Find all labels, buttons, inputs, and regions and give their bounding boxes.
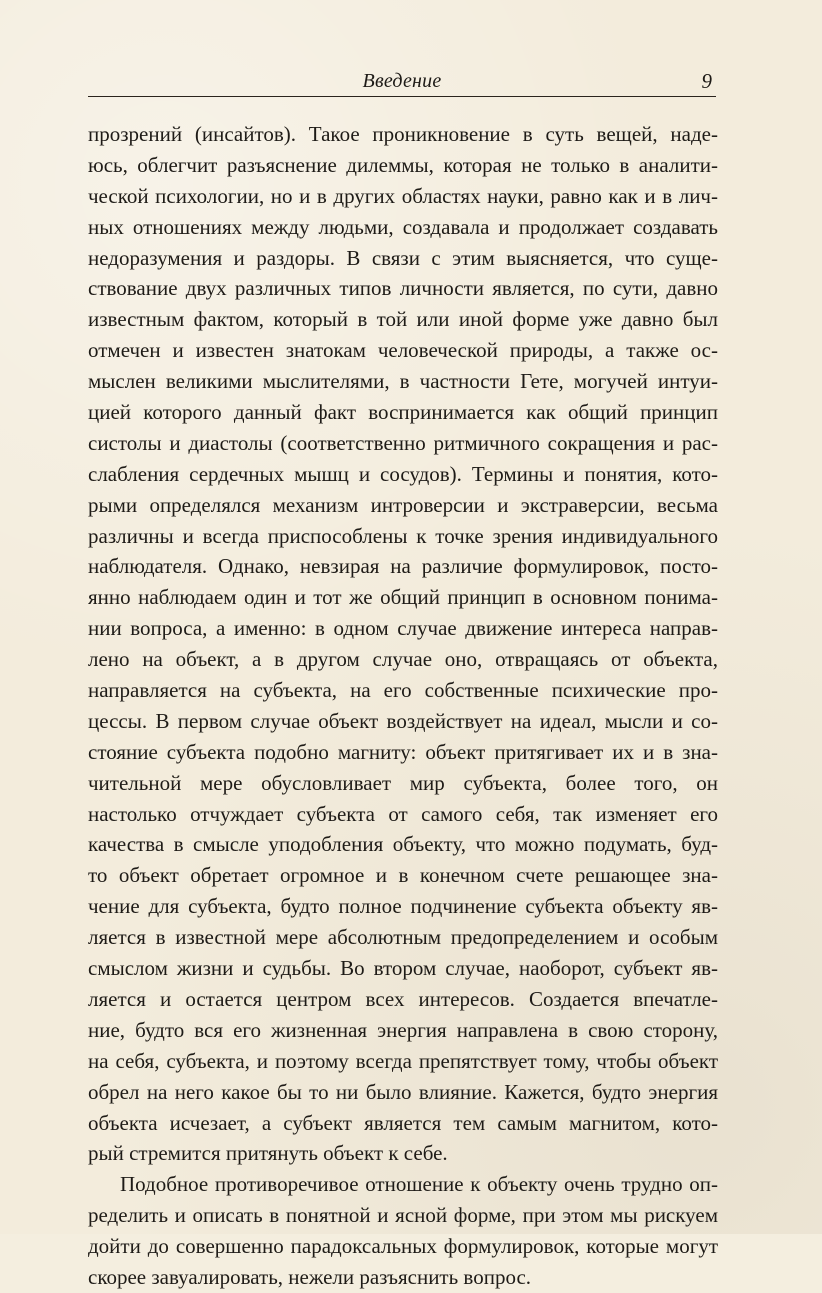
text-line: лено на объект, а в другом случае оно, отвращаясь от объекта, [88, 647, 718, 672]
paragraph-end-line: рый стремится притянуть объект к себе. [88, 1141, 448, 1166]
page-number: 9 [701, 69, 712, 93]
running-header [88, 66, 716, 97]
text-line: направляется на субъекта, на его собственные психические про- [88, 678, 718, 703]
text-line: рыми определялся механизм интроверсии и экстраверсии, весьма [88, 492, 718, 517]
text-line: прозрений (инсайтов). Такое проникновение в суть вещей, наде- [88, 122, 718, 146]
text-line: известным фактом, который в той или иной форме уже давно был [88, 307, 718, 332]
text-line: на себя, субъекта, и поэтому всегда препятствует тому, чтобы объект [88, 1048, 718, 1073]
text-line: мыслен великими мыслителями, в частности Гете, могучей интуи- [88, 369, 718, 394]
text-line: смыслом жизни и судьбы. Во втором случае, наоборот, субъект яв- [88, 956, 718, 981]
text-line: цией которого данный факт воспринимается как общий принцип [88, 400, 718, 425]
text-line: недоразумения и раздоры. В связи с этим выясняется, что суще- [88, 245, 718, 270]
text-line: ляется и остается центром всех интересов. Создается впечатле- [88, 986, 718, 1011]
text-line: наблюдателя. Однако, невзирая на различие формулировок, посто- [88, 554, 718, 579]
text-line: ляется в известной мере абсолютным предопределением и особым [88, 925, 718, 950]
text-line: янно наблюдаем один и тот же общий принцип в основном понима- [88, 585, 718, 610]
chapter-title: Введение [362, 70, 442, 92]
text-line: различны и всегда приспособлены к точке зрения индивидуального [88, 523, 718, 548]
text-line: ние, будто вся его жизненная энергия направлена в свою сторону, [88, 1017, 718, 1042]
text-line: ческой психологии, но и в других областях науки, равно как и в лич- [88, 183, 718, 208]
text-line: цессы. В первом случае объект воздействует на идеал, мысли и со- [88, 708, 718, 733]
paragraph-first-line: Подобное противоречивое отношение к объекту очень трудно оп- [120, 1172, 718, 1197]
text-line: слабления сердечных мышц и сосудов). Термины и понятия, кото- [88, 461, 718, 486]
text-line: нии вопроса, а именно: в одном случае движение интереса направ- [88, 616, 718, 641]
text-line: то объект обретает огромное и в конечном счете решающее зна- [88, 863, 718, 888]
text-line: юсь, облегчит разъяснение дилеммы, которая не только в аналити- [88, 152, 718, 177]
text-line: ределить и описать в понятной и ясной форме, при этом мы рискуем [88, 1203, 718, 1228]
text-line: настолько отчуждает субъекта от самого себя, так изменяет его [88, 801, 718, 826]
main-text [88, 119, 718, 1293]
text-line: ствование двух различных типов личности является, по сути, давно [88, 276, 718, 301]
text-line: объекта исчезает, а субъект является тем самым магнитом, кото- [88, 1110, 718, 1135]
text-line: систолы и диастолы (соответственно ритмичного сокращения и рас- [88, 430, 718, 455]
text-line: ных отношениях между людьми, создавала и продолжает создавать [88, 214, 718, 239]
text-line: чение для субъекта, будто полное подчинение субъекта объекту яв- [88, 894, 718, 919]
paragraph-end-line: скорее завуалировать, нежели разъяснить вопрос. [88, 1264, 532, 1289]
text-line: качества в смысле уподобления объекту, что можно подумать, буд- [88, 832, 718, 857]
text-line: отмечен и известен знатокам человеческой природы, а также ос- [88, 338, 718, 363]
text-line: стояние субъекта подобно магниту: объект притягивает их и в зна- [88, 739, 718, 764]
text-line: обрел на него какое бы то ни было влияние. Кажется, будто энергия [88, 1079, 718, 1104]
text-line: чительной мере обусловливает мир субъекта, более того, он [88, 770, 718, 795]
text-line: дойти до совершенно парадоксальных формулировок, которые могут [88, 1234, 718, 1259]
